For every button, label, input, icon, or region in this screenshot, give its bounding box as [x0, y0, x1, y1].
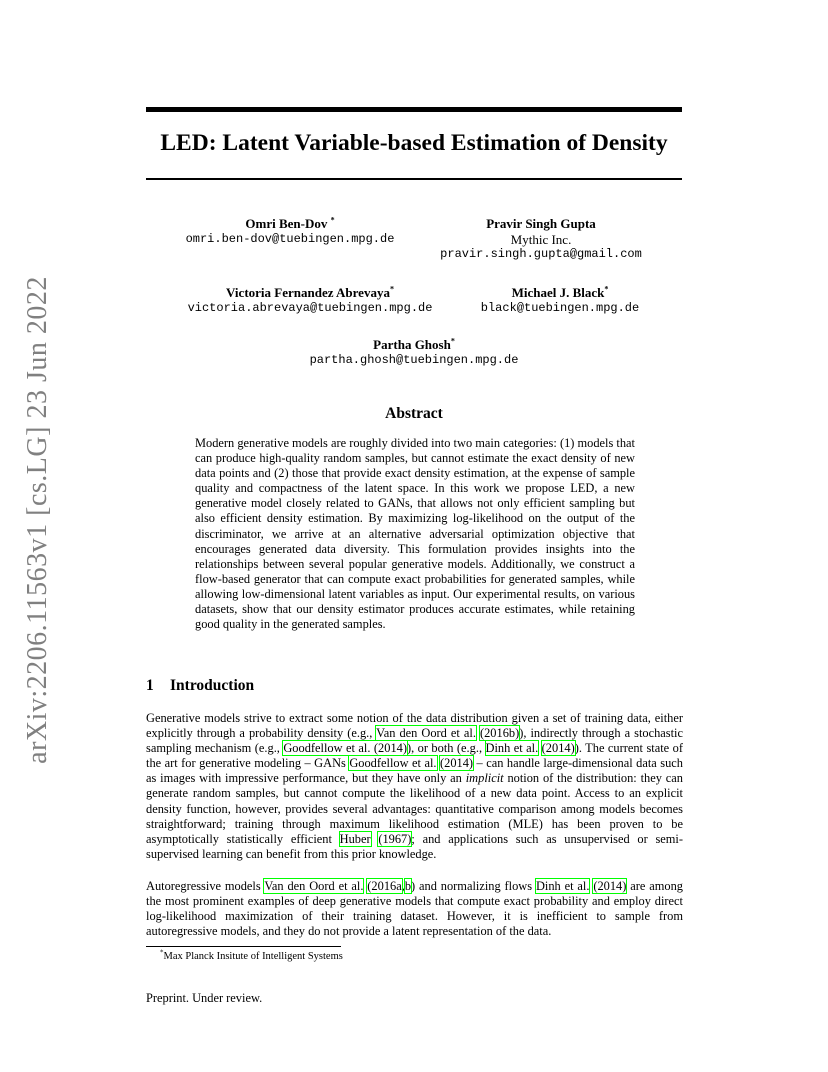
author-block — [170, 285, 450, 316]
citation-link[interactable]: Goodfellow et al. (2014) — [283, 741, 407, 756]
author-block — [440, 285, 680, 316]
citation-link[interactable]: Van den Oord et al. — [376, 726, 476, 741]
section-title: Introduction — [170, 677, 255, 694]
author-mark: * — [389, 284, 394, 294]
citation-link[interactable]: Dinh et al. — [485, 741, 539, 756]
citation-year-link[interactable]: (2014) — [541, 741, 575, 756]
author-email: black@tuebingen.mpg.de — [480, 300, 640, 315]
citation-link[interactable]: Dinh et al. — [535, 879, 590, 893]
section-heading — [146, 677, 254, 695]
body-paragraph: Generative models strive to extract some notion of the data distribution given a set of training data, either explicitly through a probability density (e.g., Van den Oord et al. (2016b)), indirectly through a stochastic sampling mechanism (e.g., Goodfellow et al. (2014)), or both (e.g., Dinh et al. (2014)). The current state of the art for generative modeling – GANs Goodfellow et al. (2014) – can handle large-dimensional data such as images with impressive performance, but they have only an implicit notion of the distribution: they can generate random samples, but cannot compute the likelihood of a new data point. Access to an explicit density function, however, provides several advantages: quantitative comparison among models becomes straightforward; training through maximum likelihood estimation (MLE) has been proven to be asymptotically statistically efficient Huber (1967); and applications such as unsupervised or semi-supervised learning can benefit from this prior knowledge. — [146, 711, 683, 861]
author-affiliation: Mythic Inc. — [510, 231, 572, 247]
citation-year-link[interactable]: (2014) — [440, 756, 474, 771]
title-rule-top — [146, 107, 682, 112]
citation-year-link[interactable]: (2016b) — [479, 726, 520, 741]
author-email: victoria.abrevaya@tuebingen.mpg.de — [187, 300, 433, 315]
footnote — [160, 948, 343, 962]
footnote-mark: * — [160, 948, 164, 957]
citation-year-link[interactable]: (1967) — [378, 831, 412, 846]
citation-link[interactable]: Huber — [339, 831, 371, 846]
author-email: omri.ben-dov@tuebingen.mpg.de — [185, 231, 395, 246]
author-mark: * — [330, 215, 335, 225]
author-name: Victoria Fernandez Abrevaya* — [226, 284, 394, 300]
paper-title: LED: Latent Variable-based Estimation of Density — [160, 130, 668, 156]
emphasis-text: implicit — [465, 771, 504, 786]
section-number: 1 — [146, 677, 154, 694]
author-name: Pravir Singh Gupta — [486, 216, 596, 231]
preprint-notice: Preprint. Under review. — [146, 991, 263, 1005]
citation-year-link[interactable]: b — [404, 879, 412, 893]
citation-link[interactable]: Goodfellow et al. — [349, 756, 437, 771]
abstract-heading: Abstract — [385, 405, 443, 422]
citation-year-link[interactable]: (2014) — [593, 879, 627, 893]
author-name: Partha Ghosh* — [373, 336, 455, 352]
author-block — [150, 216, 430, 247]
author-email: partha.ghosh@tuebingen.mpg.de — [309, 352, 519, 367]
author-name: Michael J. Black* — [511, 284, 609, 300]
author-mark: * — [450, 336, 455, 346]
title-rule-bottom — [146, 178, 682, 180]
author-block — [264, 337, 564, 368]
body-paragraph: Autoregressive models Van den Oord et al. (2016a,b) and normalizing flows Dinh et al. (2014) are among the most prominent examples of deep generative models that compute exact probability and employ direct log-likelihood maximization of their training dataset. However, it is inefficient to sample from autoregressive models, and they do not provide a latent representation of the data. — [146, 879, 683, 939]
abstract-text: Modern generative models are roughly divided into two main categories: (1) models that can produce high-quality random samples, but cannot estimate the exact density of new data points and (2) those that provide exact density estimation, at the expense of sample quality and compactness of the latent space. In this work we propose LED, a new generative model closely related to GANs, that allows not only efficient sampling but also efficient density estimation. By maximizing log-likelihood on the output of the discriminator, we arrive at an alternative adversarial optimization objective that encourages generated data diversity. This formulation provides insights into the relationships between several popular generative models. Additionally, we construct a flow-based generator that can compute exact probabilities for generated samples, while allowing low-dimensional latent variables as input. Our experimental results, on various datasets, show that our density estimator produces accurate estimates, while retaining good quality in the generated samples. — [195, 436, 635, 632]
author-name: Omri Ben-Dov * — [245, 215, 335, 231]
citation-year-link[interactable]: (2016a — [367, 879, 402, 893]
arxiv-identifier-text: arXiv:2206.11563v1 [cs.LG] 23 Jun 2022 — [22, 276, 53, 764]
author-block — [420, 216, 662, 263]
citation-link[interactable]: Van den Oord et al. — [264, 879, 364, 893]
footnote-text: Max Planck Insitute of Intelligent Systems — [163, 951, 343, 962]
author-mark: * — [604, 284, 609, 294]
author-email: pravir.singh.gupta@gmail.com — [440, 247, 642, 261]
footnote-rule — [146, 946, 341, 947]
